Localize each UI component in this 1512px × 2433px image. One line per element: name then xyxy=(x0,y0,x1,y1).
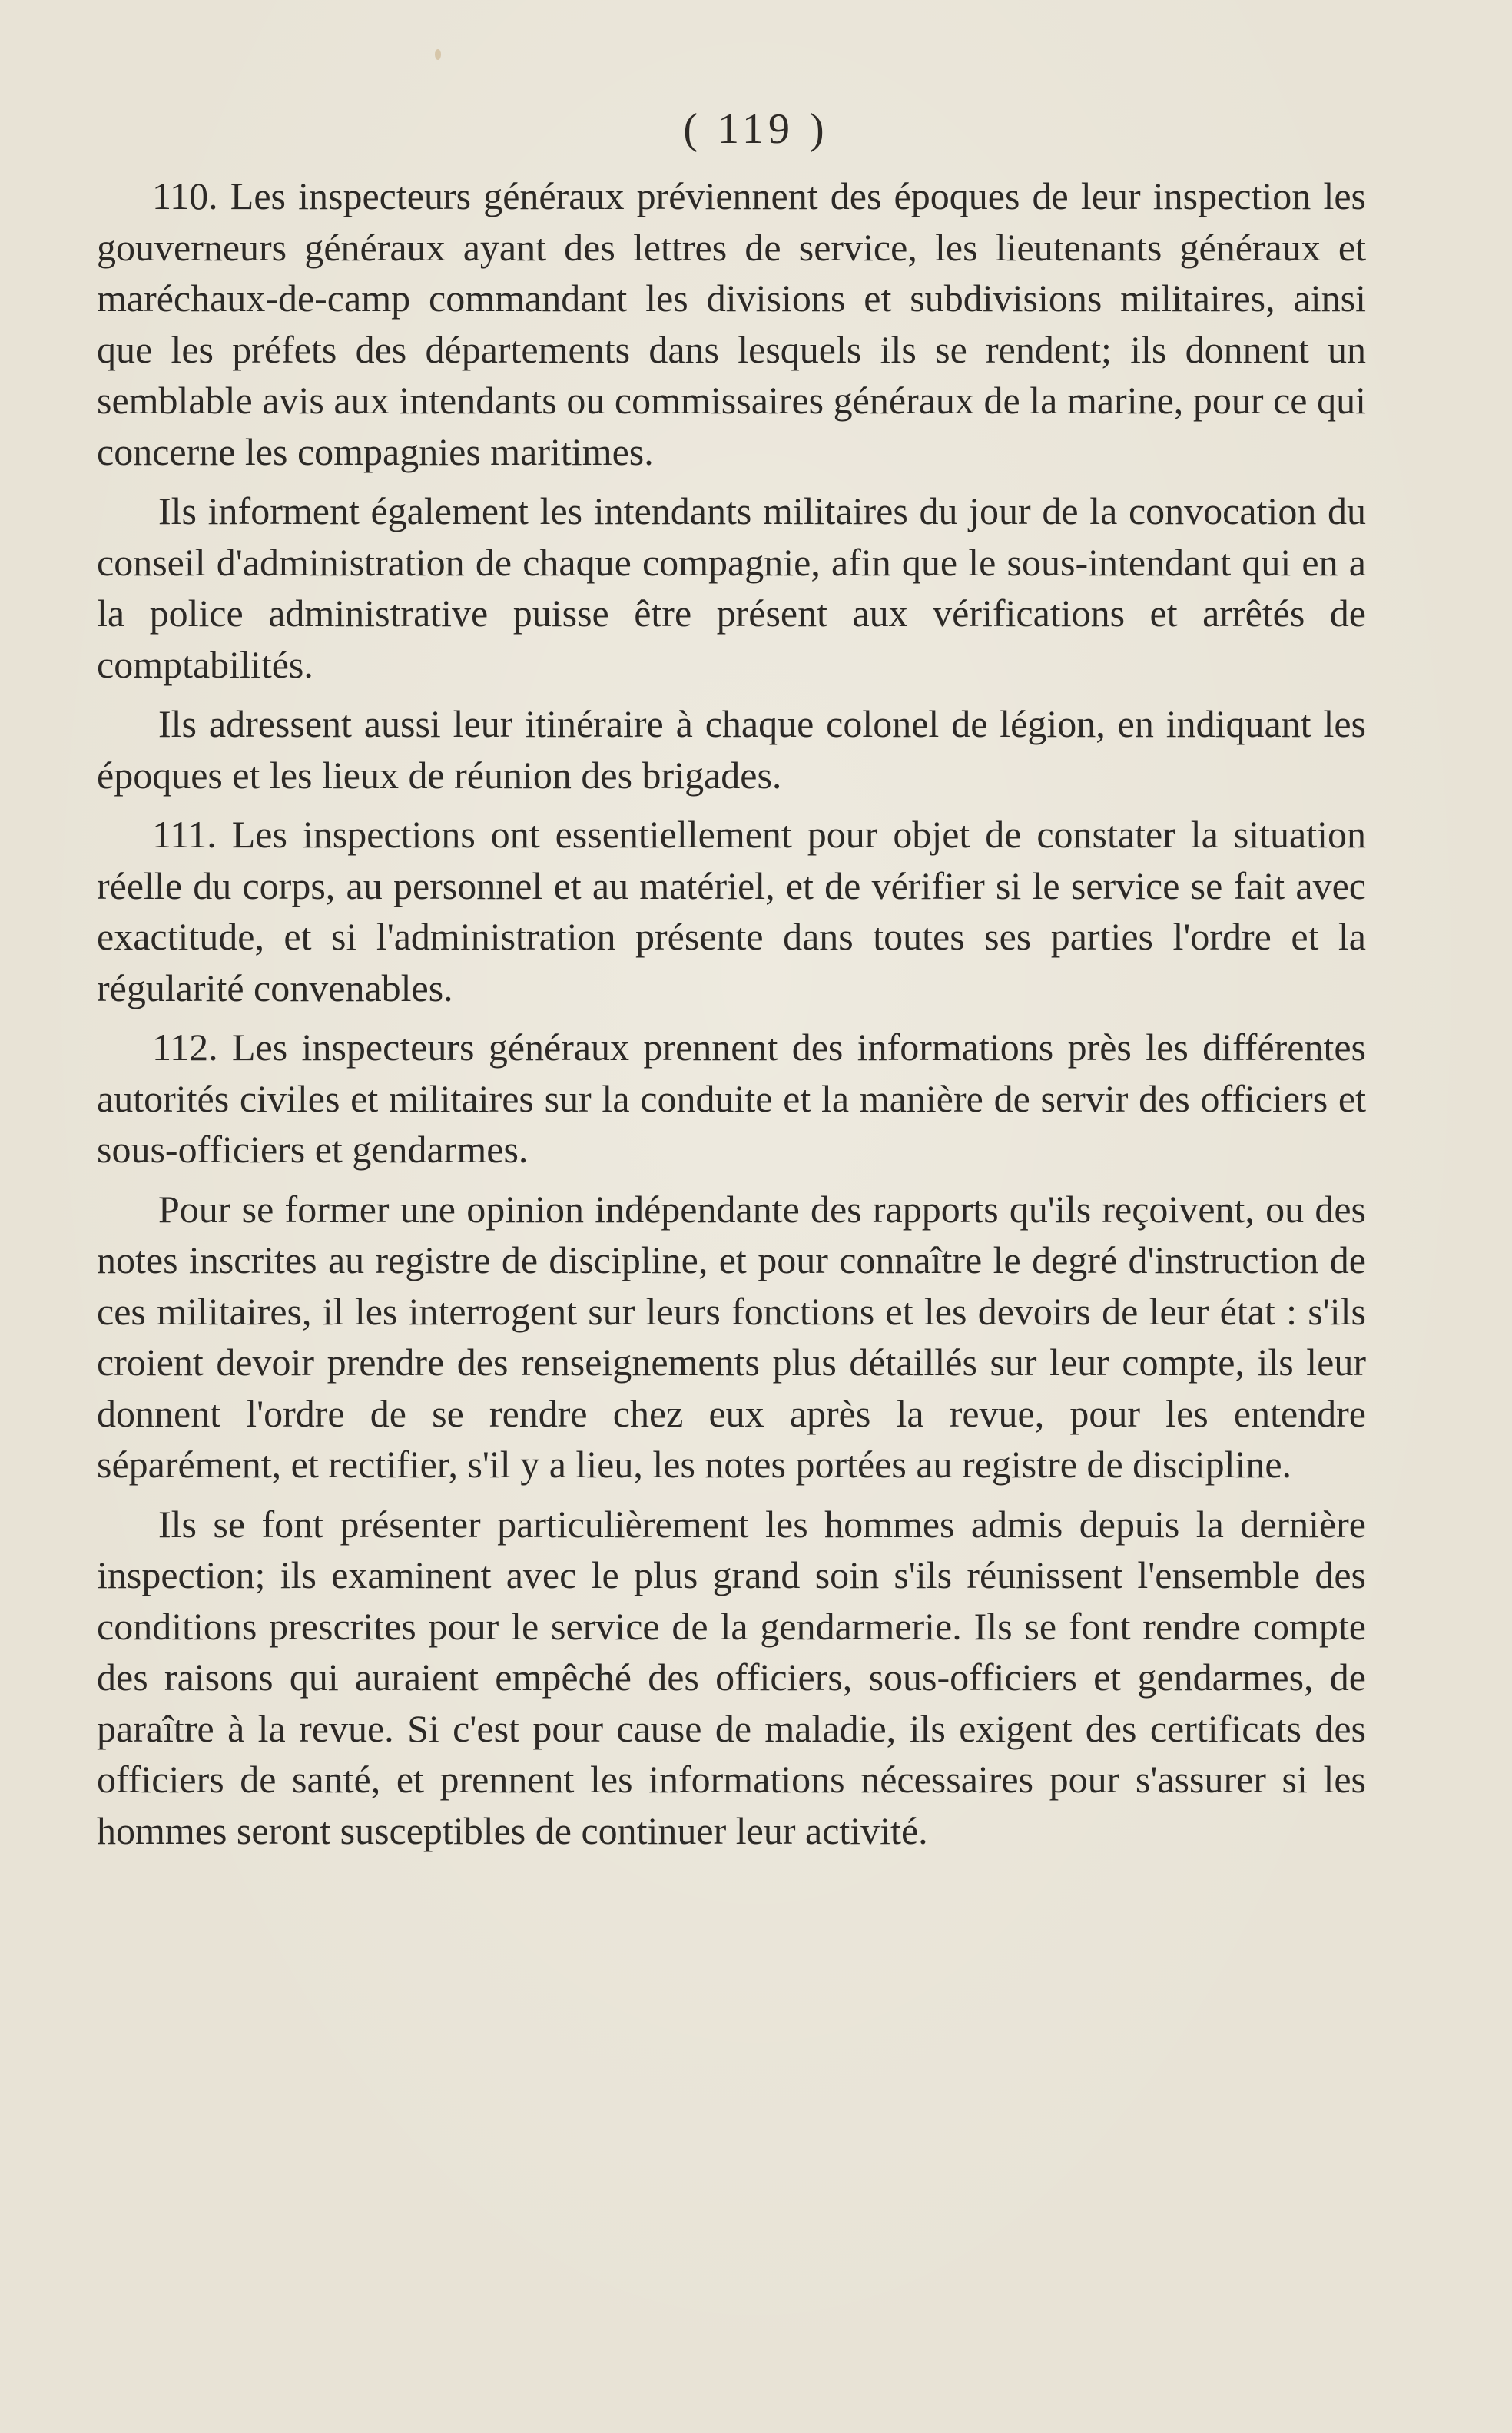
paragraph-new-men: Ils se font présenter particulièrement les hommes admis depuis la dernière inspection; ils examinent avec le plus grand soin s'ils réunissent l'ensemble des conditions prescrites pour le service de la gendarmerie. Ils se font rendre compte des raisons qui auraient empêché des officiers, sous-officiers et gendarmes, de paraître à la revue. Si c'est pour cause de maladie, ils exigent des certificats des officiers de santé, et prennent les informations nécessaires pour s'assurer si les hommes seront susceptibles de continuer leur activité. xyxy=(97,1502,1366,1852)
paragraph-convocation: Ils informent également les intendants militaires du jour de la convocation du conseil d'administration de chaque compagnie, afin que le sous-intendant qui en a la police administrative puisse être présent aux vérifications et arrêtés de comptabilités. xyxy=(97,489,1366,686)
paper-stain xyxy=(435,49,441,60)
paragraph-itinerary: Ils adressent aussi leur itinéraire à chaque colonel de légion, en indiquant les époques et les lieux de réunion des brigades. xyxy=(97,702,1366,797)
page-number: ( 119 ) xyxy=(683,105,829,153)
paragraph-article-112: 112. Les inspecteurs généraux prennent des informations près les différentes autorités civiles et militaires sur la conduite et la manière de servir des officiers et sous-officiers et gendarmes. xyxy=(97,1026,1366,1171)
paragraph-article-110: 110. Les inspecteurs généraux préviennent des époques de leur inspection les gouverneurs généraux ayant des lettres de service, les lieutenants généraux et maréchaux-de-camp commandant les divisions et subdivisions militaires, ainsi que les préfets des départements dans lesquels ils se rendent; ils donnent un semblable avis aux intendants ou commissaires généraux de la marine, pour ce qui concerne les compagnies maritimes. xyxy=(97,174,1366,473)
paragraph-opinion: Pour se former une opinion indépendante des rapports qu'ils reçoivent, ou des notes inscrites au registre de discipline, et pour connaître le degré d'instruction de ces militaires, il les interrogent sur leurs fonctions et les devoirs de leur état : s'ils croient devoir prendre des renseignements plus détaillés sur leur compte, ils leur donnent l'ordre de se rendre chez eux après la revue, pour les entendre séparément, et rectifier, s'il y a lieu, les notes portées au registre de discipline. xyxy=(97,1187,1366,1486)
paragraph-article-111: 111. Les inspections ont essentiellement pour objet de constater la situation réelle du corps, au personnel et au matériel, et de vérifier si le service se fait avec exactitude, et si l'administration présente dans toutes ses parties l'ordre et la régularité convenables. xyxy=(97,813,1366,1009)
body-text xyxy=(97,171,1366,1865)
